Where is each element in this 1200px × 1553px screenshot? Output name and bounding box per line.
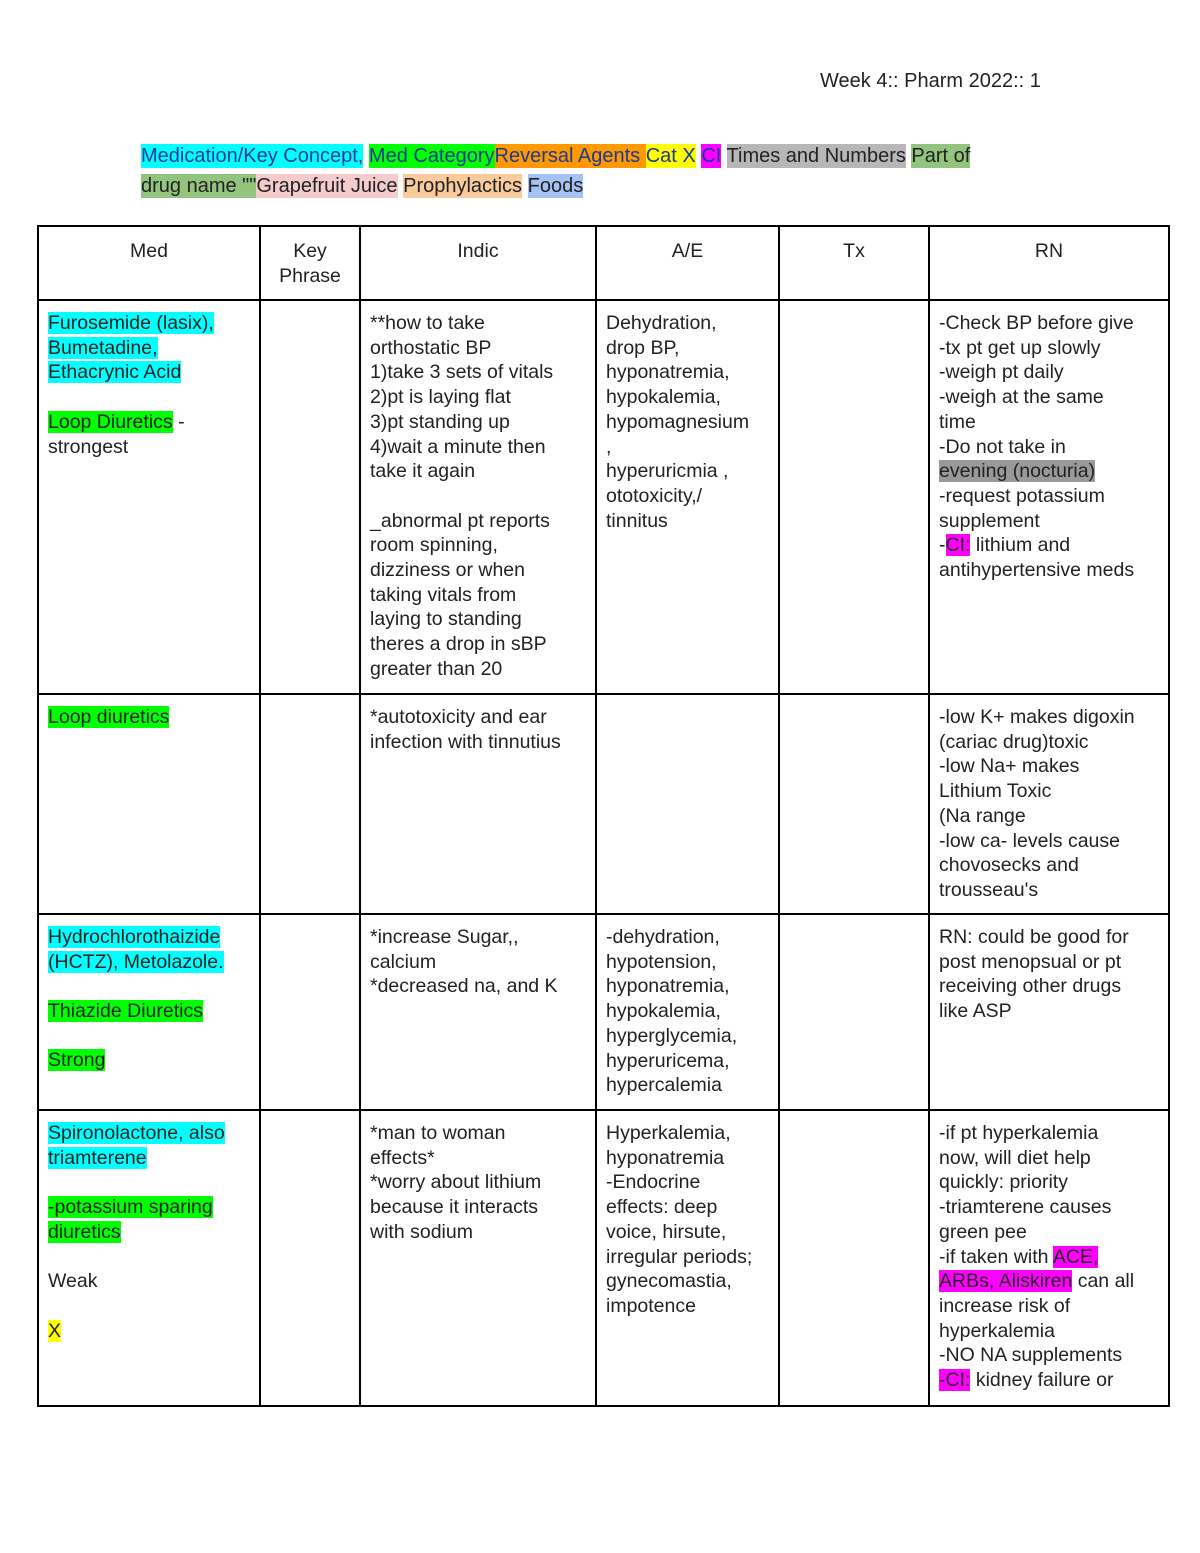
ae-line: hyperuricema, bbox=[606, 1049, 730, 1072]
rn-line: -request potassium bbox=[939, 484, 1105, 507]
med-line: strongest bbox=[48, 435, 129, 458]
ae-line: Dehydration, bbox=[606, 312, 717, 334]
ae-line: tinnitus bbox=[606, 509, 668, 532]
med-line: Furosemide (lasix), bbox=[48, 312, 214, 334]
rn-line: like ASP bbox=[939, 1000, 1012, 1023]
cell-key bbox=[260, 1110, 360, 1406]
ae-line: hypotension, bbox=[606, 950, 717, 973]
indic-line: effects* bbox=[370, 1146, 435, 1169]
ae-line: -dehydration, bbox=[606, 926, 720, 948]
cell-med bbox=[38, 914, 260, 1110]
cell-ae bbox=[596, 1110, 779, 1406]
indic-line: *worry about lithium bbox=[370, 1171, 542, 1194]
ae-line: impotence bbox=[606, 1294, 696, 1317]
med-line: Strong bbox=[48, 1049, 106, 1072]
rn-line: -low Na+ makes bbox=[939, 755, 1080, 778]
rn-line: -Check BP before give bbox=[939, 312, 1134, 334]
rn-line: post menopsual or pt bbox=[939, 950, 1122, 973]
legend-item: Cat X bbox=[645, 145, 696, 167]
rn-line: -CI: kidney failure or bbox=[939, 1369, 1114, 1392]
rn-line: -weigh at the same bbox=[939, 386, 1104, 409]
ae-line: hypomagnesium bbox=[606, 410, 750, 433]
cell-key bbox=[260, 300, 360, 694]
med-line bbox=[48, 385, 250, 410]
rn-line: quickly: priority bbox=[939, 1171, 1068, 1194]
cell-indic bbox=[360, 914, 596, 1110]
ae-line: irregular periods; bbox=[606, 1245, 753, 1268]
cell-tx bbox=[779, 1110, 929, 1406]
legend-item: Prophylactics bbox=[403, 175, 523, 197]
med-line bbox=[48, 974, 250, 999]
indic-line: 3)pt standing up bbox=[370, 410, 510, 433]
cell-indic bbox=[360, 300, 596, 694]
rn-line: evening (nocturia) bbox=[939, 460, 1096, 483]
med-line: -potassium sparing bbox=[48, 1196, 213, 1219]
legend-item: Times and Numbers bbox=[726, 145, 906, 167]
med-line: Loop Diuretics - bbox=[48, 410, 185, 433]
table-header-row bbox=[38, 226, 1169, 300]
header-indic: Indic bbox=[360, 226, 596, 300]
cell-rn bbox=[929, 694, 1169, 914]
cell-med bbox=[38, 300, 260, 694]
rn-line: increase risk of bbox=[939, 1294, 1071, 1317]
ae-line: gynecomastia, bbox=[606, 1270, 732, 1293]
rn-line: -low ca- levels cause bbox=[939, 829, 1120, 852]
cell-rn bbox=[929, 1110, 1169, 1406]
indic-line: theres a drop in sBP bbox=[370, 633, 547, 656]
indic-line: *man to woman bbox=[370, 1122, 506, 1144]
rn-line: trousseau's bbox=[939, 878, 1039, 901]
legend-item: Foods bbox=[527, 175, 584, 197]
header-rn: RN bbox=[929, 226, 1169, 300]
cell-tx bbox=[779, 694, 929, 914]
ae-line: voice, hirsute, bbox=[606, 1220, 727, 1243]
med-line: Ethacrynic Acid bbox=[48, 361, 182, 384]
rn-line: -Do not take in bbox=[939, 435, 1066, 458]
legend-item: Medication/Key Concept, bbox=[141, 145, 364, 167]
med-line bbox=[48, 1245, 250, 1270]
indic-line: infection with tinnutius bbox=[370, 730, 561, 753]
rn-line: (cariac drug)toxic bbox=[939, 730, 1089, 753]
indic-line: **how to take bbox=[370, 312, 485, 334]
indic-line: 2)pt is laying flat bbox=[370, 386, 511, 409]
color-legend bbox=[141, 141, 1061, 201]
rn-line: -tx pt get up slowly bbox=[939, 336, 1101, 359]
ae-line: hypokalemia, bbox=[606, 386, 721, 409]
cell-ae bbox=[596, 694, 779, 914]
rn-line: -if pt hyperkalemia bbox=[939, 1122, 1099, 1144]
ae-line: hyponatremia, bbox=[606, 361, 730, 384]
rn-line: -NO NA supplements bbox=[939, 1344, 1123, 1367]
legend-item: CI bbox=[701, 145, 722, 167]
cell-key bbox=[260, 694, 360, 914]
med-line: (HCTZ), Metolazole. bbox=[48, 950, 224, 973]
rn-line: -if taken with ACE, bbox=[939, 1245, 1099, 1268]
indic-line: dizziness or when bbox=[370, 559, 525, 582]
legend-item: drug name "" bbox=[141, 175, 257, 197]
rn-line: -low K+ makes digoxin bbox=[939, 706, 1135, 728]
header-tx: Tx bbox=[779, 226, 929, 300]
indic-line: _abnormal pt reports bbox=[370, 509, 550, 532]
header-ae: A/E bbox=[596, 226, 779, 300]
indic-line: greater than 20 bbox=[370, 657, 503, 680]
indic-line: orthostatic BP bbox=[370, 336, 492, 359]
rn-line: -CI: lithium and bbox=[939, 534, 1071, 557]
cell-indic bbox=[360, 1110, 596, 1406]
ae-line: -Endocrine bbox=[606, 1171, 701, 1194]
rn-line: hyperkalemia bbox=[939, 1319, 1055, 1342]
med-line: Hydrochlorothaizide bbox=[48, 926, 221, 948]
legend-line-1 bbox=[141, 141, 1061, 171]
rn-line: ARBs, Aliskiren can all bbox=[939, 1270, 1135, 1293]
table-row bbox=[38, 300, 1169, 694]
rn-line: -triamterene causes bbox=[939, 1196, 1112, 1219]
page-header: Week 4:: Pharm 2022:: 1 bbox=[820, 70, 1041, 92]
medication-table bbox=[37, 225, 1170, 1407]
indic-line: taking vitals from bbox=[370, 583, 517, 606]
med-line: Thiazide Diuretics bbox=[48, 1000, 203, 1023]
ae-line: hyponatremia bbox=[606, 1146, 725, 1169]
med-line bbox=[48, 1170, 250, 1195]
med-line bbox=[48, 1294, 250, 1319]
indic-line: calcium bbox=[370, 950, 437, 973]
indic-line: *decreased na, and K bbox=[370, 975, 558, 998]
rn-line: receiving other drugs bbox=[939, 975, 1122, 998]
ae-line: hypercalemia bbox=[606, 1074, 722, 1097]
ae-line: Hyperkalemia, bbox=[606, 1122, 731, 1144]
cell-rn bbox=[929, 300, 1169, 694]
indic-line: *autotoxicity and ear bbox=[370, 706, 547, 728]
ae-line: hyperuricmia , bbox=[606, 460, 729, 483]
rn-line: green pee bbox=[939, 1220, 1027, 1243]
rn-line: Lithium Toxic bbox=[939, 780, 1052, 803]
cell-indic bbox=[360, 694, 596, 914]
cell-key bbox=[260, 914, 360, 1110]
ae-line: , bbox=[606, 435, 612, 458]
indic-line: room spinning, bbox=[370, 534, 498, 557]
cell-ae bbox=[596, 300, 779, 694]
legend-item: Grapefruit Juice bbox=[256, 175, 398, 197]
legend-item bbox=[721, 145, 726, 167]
med-line: triamterene bbox=[48, 1146, 147, 1169]
rn-line: -weigh pt daily bbox=[939, 361, 1064, 384]
cell-tx bbox=[779, 300, 929, 694]
indic-line: laying to standing bbox=[370, 608, 522, 631]
indic-line bbox=[370, 484, 586, 509]
cell-med bbox=[38, 694, 260, 914]
med-line: Loop diuretics bbox=[48, 706, 170, 728]
table-row bbox=[38, 914, 1169, 1110]
med-line: X bbox=[48, 1319, 62, 1342]
legend-item: Part of bbox=[911, 145, 971, 167]
legend-item bbox=[522, 175, 528, 197]
indic-line: *increase Sugar,, bbox=[370, 926, 519, 948]
ae-line: drop BP, bbox=[606, 336, 680, 359]
indic-line: take it again bbox=[370, 460, 476, 483]
med-line: diuretics bbox=[48, 1220, 121, 1243]
indic-line: with sodium bbox=[370, 1220, 473, 1243]
ae-line: hypokalemia, bbox=[606, 1000, 721, 1023]
cell-rn bbox=[929, 914, 1169, 1110]
table-row bbox=[38, 694, 1169, 914]
ae-line: hyperglycemia, bbox=[606, 1024, 738, 1047]
rn-line: now, will diet help bbox=[939, 1146, 1091, 1169]
header-key-phrase: Key Phrase bbox=[260, 226, 360, 300]
cell-med bbox=[38, 1110, 260, 1406]
med-line: Weak bbox=[48, 1270, 98, 1293]
rn-line: (Na range bbox=[939, 804, 1026, 827]
cell-tx bbox=[779, 914, 929, 1110]
legend-item: Med Category bbox=[368, 145, 495, 167]
rn-line: RN: could be good for bbox=[939, 926, 1129, 948]
ae-line: ototoxicity,/ bbox=[606, 484, 703, 507]
indic-line: 4)wait a minute then bbox=[370, 435, 546, 458]
legend-item: Reversal Agents bbox=[494, 145, 646, 167]
indic-line: 1)take 3 sets of vitals bbox=[370, 361, 554, 384]
indic-line: because it interacts bbox=[370, 1196, 539, 1219]
cell-ae bbox=[596, 914, 779, 1110]
med-line: Bumetadine, bbox=[48, 336, 158, 359]
rn-line: chovosecks and bbox=[939, 854, 1079, 877]
med-line bbox=[48, 1024, 250, 1049]
table-row bbox=[38, 1110, 1169, 1406]
rn-line: antihypertensive meds bbox=[939, 559, 1135, 582]
legend-line-2 bbox=[141, 171, 1061, 201]
rn-line: supplement bbox=[939, 509, 1040, 532]
med-line: Spironolactone, also bbox=[48, 1122, 225, 1144]
header-med: Med bbox=[38, 226, 260, 300]
ae-line: effects: deep bbox=[606, 1196, 718, 1219]
ae-line: hyponatremia, bbox=[606, 975, 730, 998]
rn-line: time bbox=[939, 410, 976, 433]
